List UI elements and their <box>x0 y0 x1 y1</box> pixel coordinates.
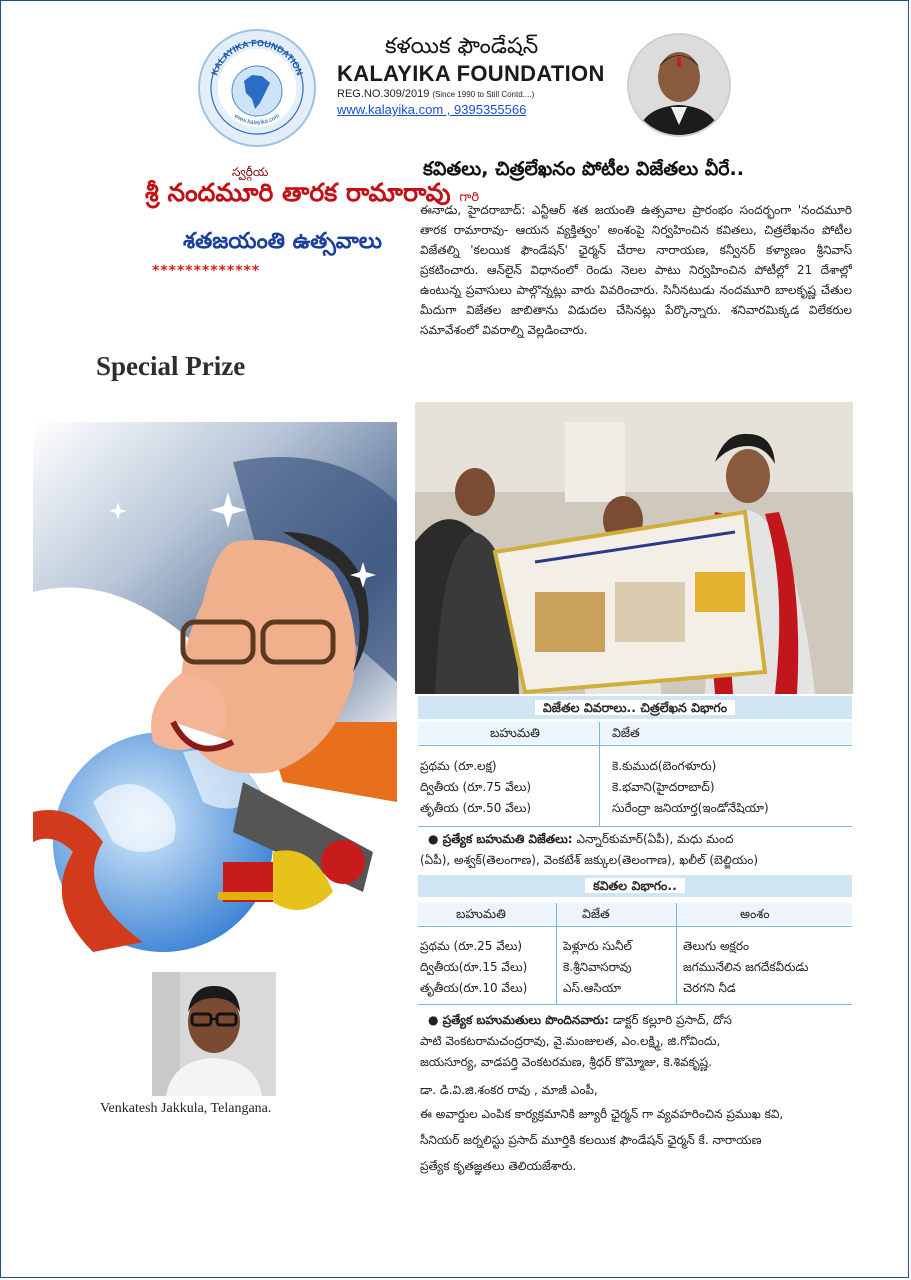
article-body: ఈనాడు, హైదరాబాద్: ఎన్టీఆర్ శత జయంతి ఉత్సవాల ప్రారంభం సందర్భంగా 'నందమూరి తారక రామారావు- ఆయన వ్యక్తిత్వం' అంశంపై నిర్వహించిన కవితలు, చిత్రలేఖనం పోటీల విజేతల్ని 'కలయిక ఫౌండేషన్' ఛైర్మన్ చేరాల నారాయణ, కన్వీనర్ కళ్యాణం శ్రీనివాస్ ప్రకటించారు. ఆన్‌లైన్ విధానంలో రెండు నెలల పాటు నిర్వహించిన పోటీల్లో 21 దేశాల్లో ఉంటున్న ప్రవాసులు పాల్గొన్నట్లు వారు వివరించారు. సినీనటుడు నందమూరి బాలకృష్ణ చేతుల మీదుగా విజేతల జాబితాను విడుదల చేసినట్లు పేర్కొన్నారు. శనివారమిక్కడ విలేకరుల సమావేశంలో వివరాల్ని వెల్లడించారు. <box>420 203 852 337</box>
org-name-telugu: కళయిక ఫౌండేషన్ <box>385 34 539 59</box>
poetry-header-topic: అంశం <box>740 906 770 921</box>
table-cell: పెళ్లూరు సునీల్ <box>563 939 632 953</box>
logo-ring-text: KALAYIKA FOUNDATION <box>209 37 305 77</box>
poetry-header-winner: విజేత <box>582 906 610 921</box>
table-cell: ప్రథమ (రూ.25 వేలు) <box>420 939 523 953</box>
artist-caption: Venkatesh Jakkula, Telangana. <box>100 1101 272 1116</box>
closing-line: ఈ అవార్డుల ఎంపిక కార్యక్రమానికి జ్యూరీ ఛైర్మన్ గా వ్యవహరించిన ప్రముఖ కవి, <box>420 1107 784 1121</box>
org-name: KALAYIKA FOUNDATION <box>337 61 605 86</box>
table-cell: కె.భవాని(హైదరాబాద్) <box>612 780 715 794</box>
table-cell: జగమునేలిన జగదేకవీరుడు <box>683 960 809 974</box>
article-title: కవితలు, చిత్రలేఖనం పోటీల విజేతలు వీరే.. <box>423 158 744 180</box>
registration-line <box>337 88 534 100</box>
ntr-name-suffix: గారి <box>459 190 480 205</box>
painting-table-title-bar <box>418 696 852 719</box>
special-winners-text: పాటి వెంకటరామచంద్రరావు, వై.మంజులత, ఎం.లక్ష్మి, జి.గోవిందు, <box>420 1034 721 1048</box>
poetry-table-title: కవితల విభాగం.. <box>585 878 685 893</box>
artist-photo <box>152 972 276 1096</box>
caricature-artwork <box>33 422 397 956</box>
table-divider <box>418 745 852 746</box>
special-prize-heading: Special Prize <box>96 351 246 381</box>
special-winners-label: ● ప్రత్యేక బహుమతి విజేతలు: <box>428 832 573 846</box>
closing-line: సీనియర్ జర్నలిస్టు ప్రసాద్ మూర్తికి కలయిక ఫౌండేషన్ ఛైర్మన్ కే. నారాయణ <box>420 1133 762 1147</box>
table-cell: చెరగని నీడ <box>683 981 736 995</box>
table-divider <box>599 722 600 826</box>
special-winners-label: ● ప్రత్యేక బహుమతులు పొందినవారు: <box>428 1013 609 1027</box>
ntr-name-text: శ్రీ నందమూరి తారక రామారావు <box>145 178 451 207</box>
table-divider <box>418 926 852 927</box>
stars-divider: ************* <box>152 263 261 279</box>
table-divider <box>418 1004 852 1005</box>
table-cell: తెలుగు అక్షరం <box>683 939 750 953</box>
website-phone-link[interactable]: www.kalayika.com , 9395355566 <box>337 102 527 117</box>
table-cell: కె.కుముద(బెంగళూరు) <box>612 759 717 773</box>
chairman-portrait <box>627 33 731 137</box>
logo-small-text: www.kalayika.com <box>232 113 282 127</box>
news-photo-award-release <box>415 402 853 694</box>
late-label: స్వర్గీయ <box>232 165 269 179</box>
table-divider <box>556 903 557 1004</box>
since-note: (Since 1990 to Still Contd....) <box>432 90 535 99</box>
poetry-header-prize: బహుమతి <box>456 906 506 921</box>
kalayika-logo <box>198 29 316 147</box>
centenary-title: శతజయంతి ఉత్సవాలు <box>183 229 383 254</box>
closing-line: డా. డి.వి.జి.శంకర రావు , మాజీ ఎంపీ, <box>420 1083 598 1097</box>
special-winners-text: జయసూర్య, వాడపర్తి వెంకటరమణ, శ్రీధర్ కొమ్మోజు, కె.శివకృష్ణ. <box>420 1055 713 1069</box>
poetry-special-winners <box>420 1010 852 1073</box>
reg-number: REG.NO.309/2019 <box>337 88 430 100</box>
painting-header-prize: బహుమతి <box>490 725 540 740</box>
closing-line: ప్రత్యేక కృతజ్ఞతలు తెలియజేశారు. <box>420 1159 577 1173</box>
table-cell: ప్రథమ (రూ.లక్ష) <box>420 759 497 773</box>
poetry-table-title-bar <box>418 875 852 897</box>
table-cell: తృతీయ (రూ.50 వేలు) <box>420 801 532 815</box>
table-cell: ఎస్.ఆసియా <box>563 981 622 995</box>
special-winners-text: ఎన్నార్‌కుమార్(ఏపీ), మధు మంద <box>576 832 734 846</box>
table-cell: ద్వితీయ (రూ.75 వేలు) <box>420 780 532 794</box>
table-cell: సురేంద్రా జనియార్త(ఇండోనేషియా) <box>612 801 769 815</box>
table-divider <box>418 826 852 827</box>
painting-header-winner: విజేత <box>612 725 640 740</box>
painting-special-winners <box>420 829 852 871</box>
table-cell: ద్వితీయ(రూ.15 వేలు) <box>420 960 528 974</box>
table-divider <box>676 903 677 1004</box>
special-winners-text: (ఏపీ), అశ్వక్(తెలంగాణ), వెంకటేశ్ జక్కుల(తెలంగాణ), ఖలీల్ (బెల్జియం) <box>420 853 759 867</box>
special-winners-text: డాక్టర్ కల్లూరి ప్రసాద్, దోస <box>612 1013 732 1027</box>
table-cell: తృతీయ(రూ.10 వేలు) <box>420 981 528 995</box>
painting-table-title: విజేతల వివరాలు.. చిత్రలేఖన విభాగం <box>535 700 735 715</box>
table-cell: కె.శ్రీనివాసరావు <box>563 960 632 974</box>
